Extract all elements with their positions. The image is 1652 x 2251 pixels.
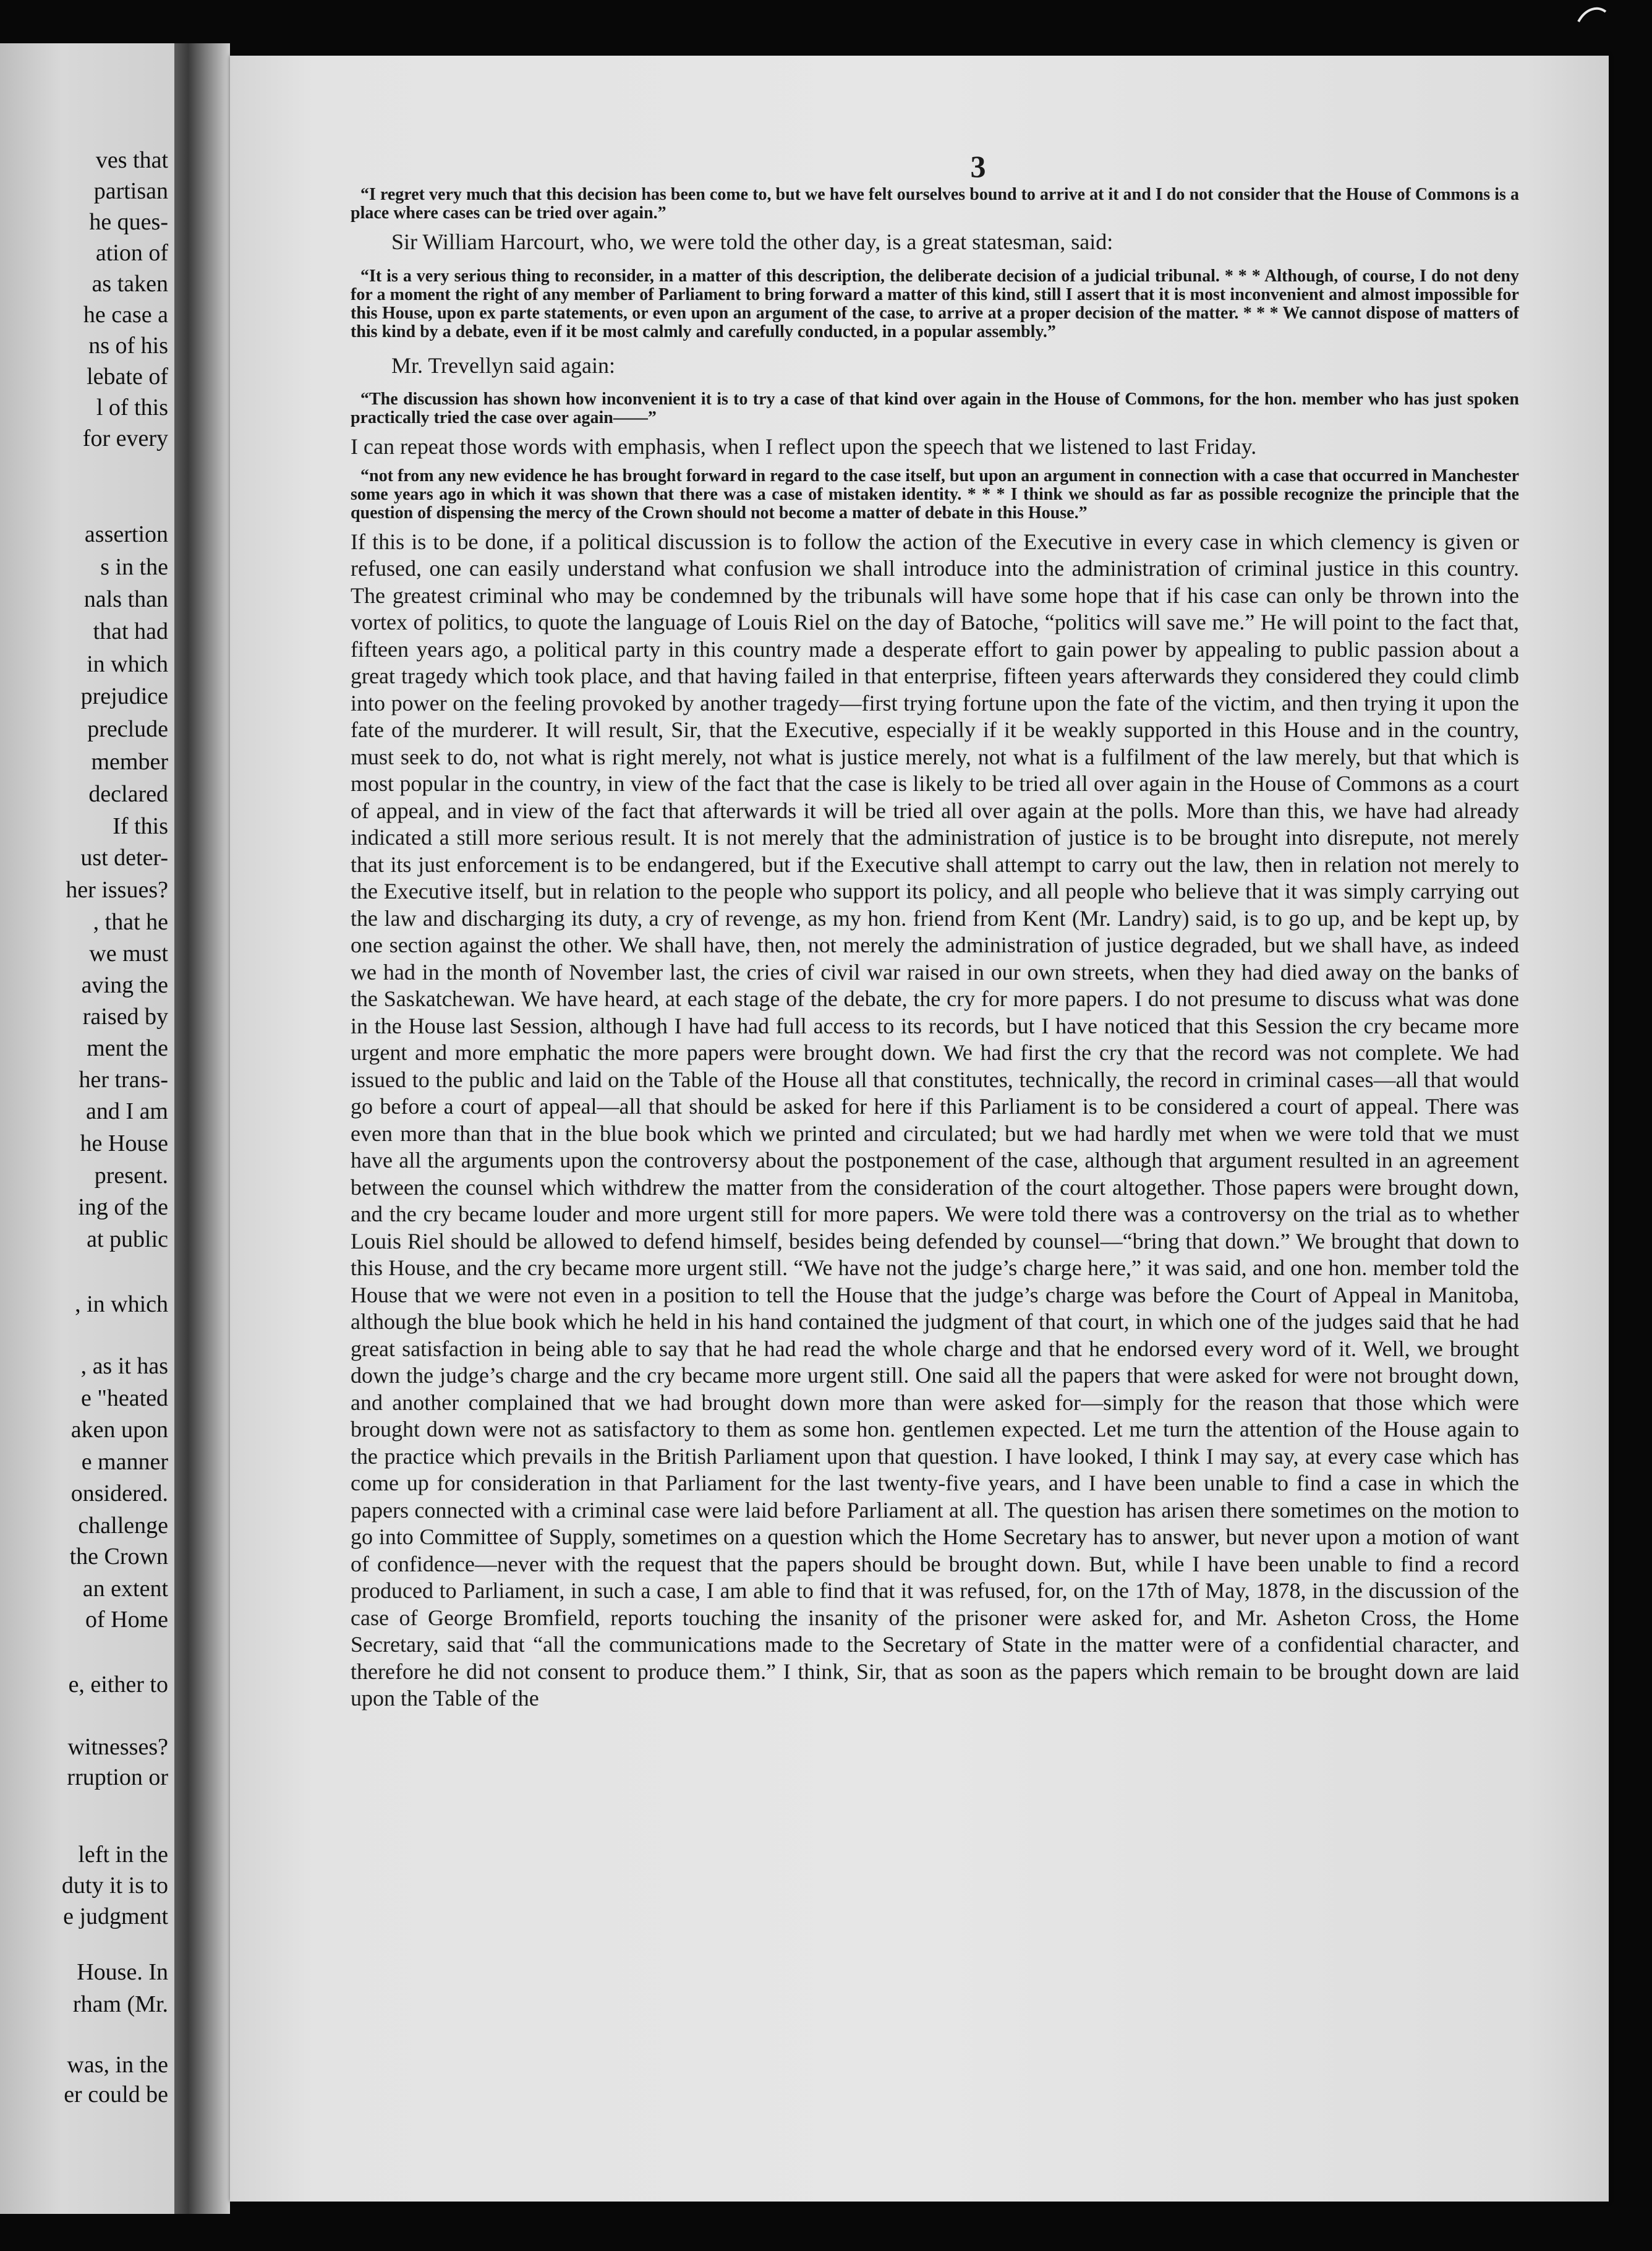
- left-page-text-fragment: l of this: [96, 395, 168, 421]
- left-page-text-fragment: left in the: [78, 1842, 168, 1868]
- paragraph: If this is to be done, if a political discussion is to follow the action of the Executive in every case in which clemency is given or refused, one can easily understand what confusion we shall introduce into the administration of criminal justice in this country. The greatest criminal who may be condemned by the tribunals will have some hope that if his case can only be thrown into the vortex of politics, to quote the language of Louis Riel on the day of Batoche, “politics will save me.” He will point to the fact that, fifteen years ago, a political party in this country made a desperate effort to gain power by appealing to public passion about a great tragedy which took place, and that having failed in that enterprise, fifteen years afterwards they considered they could climb into power on the feeling provoked by another tragedy—first trying fortune upon the fate of the victim, and then trying it upon the fate of the murderer. It will result, Sir, that the Executive, especially if it be weakly supported in this House and in the country, must seek to do, not what is right merely, not what is justice merely, not what is a fulfilment of the law merely, but that which is most popular in the country, in view of the fact that the case is likely to be tried all over again in the House of Commons as a court of appeal, and in view of the fact that afterwards it will be tried all over again at the polls. More than this, we have had already indicated a still more serious result. It is not merely that the administration of justice is to be brought into disrepute, not merely that its just enforcement is to be endangered, but if the Executive shall attempt to carry out the law, then in relation not merely to the Executive itself, but in relation to the people who support its policy, and all people who believe that it was simply carrying out the law and discharging its duty, a cry of revenge, as my hon. friend from Kent (Mr. Landry) said, is to go up, and be kept up, by one section against the other. We shall have, then, not merely the administration of justice degraded, but we shall have, as indeed we had in the month of November last, the cries of civil war raised in our own streets, when they had died away on the banks of the Saskatchewan. We have heard, at each stage of the debate, the cry for more papers. I do not presume to discuss what was done in the House last Session, although I have had full access to its records, but I have noticed that this Session the cry became more urgent and more emphatic the more papers were brought down. We had first the cry that the record was not complete. We had issued to the public and laid on the Table of the House all that constitutes, technically, the record in criminal cases—all that would go before a court of appeal—all that should be asked for here if this Parliament is to be considered a court of appeal. There was even more than that in the blue book which we printed and circulated; but we had hardly met when we were told that we must have all the arguments upon the controversy about the postponement of the case, although that argument resulted in an agreement between the counsel which withdrew the matter from the consideration of the court altogether. Those papers were brought down, and the cry became louder and more urgent still for more papers. We were told there was a controversy on the trial as to whether Louis Riel should be allowed to defend himself, besides being defended by counsel—“bring that down.” We brought that down to this House, and the cry became more urgent still. “We have not the judge’s charge here,” it was said, and one hon. member told the House that we were not even in a position to tell the House that the judge’s charge was before the Court of Appeal in Manitoba, although the blue book which he held in his hand contained the judgment of that court, in which one of the judges said that he had great satisfaction in being able to say that he had read the whole charge and that he endorsed every word of it. Well, we brought down the judge’s charge and the cry became more urgent still. One said all the papers that were asked for were not brought down, and another complained that we had brought down more than were asked for—simply for the reason that those which were brought down were not as satisfactory to them as some hon. gentlemen expected. Let me turn the attention of the House again to the practice which prevails in the British Parliament upon that question. I have looked, I think I may say, at every case which has come up for consideration in that Parliament for the last twenty-five years, and I have been unable to find a case in which the papers connected with a criminal case were laid before Parliament at all. The question has arisen there sometimes on the motion to go into Committee of Supply, sometimes on a question which the Home Secretary has to answer, but never upon a motion of want of confidence—never with the request that the papers should be brought down. But, while I have been unable to find a record produced to Parliament, in such a case, I am able to find that it was refused, for, on the 17th of May, 1878, in the discussion of the case of George Bromfield, reports touching the insanity of the prisoner were asked for, and Mr. Asheton Cross, the Home Secretary, said that “all the communications made to the Secretary of State in the matter were of a confidential character, and therefore he did not consent to produce them.” I think, Sir, that as soon as the papers which remain to be brought down are laid upon the Table of the: [351, 529, 1519, 1711]
- left-page-text-fragment: her issues?: [66, 877, 168, 903]
- scan-artifact-mark: [1573, 3, 1611, 28]
- left-page-text-fragment: s in the: [100, 554, 168, 580]
- left-page-text-fragment: e judgment: [63, 1903, 168, 1929]
- left-page-text-fragment: rham (Mr.: [72, 1991, 168, 2017]
- left-page-text-fragment: e, either to: [68, 1672, 168, 1698]
- page-number: 3: [970, 149, 986, 184]
- left-page-text-fragment: he ques-: [89, 209, 168, 235]
- left-page-text-fragment: House. In: [77, 1959, 168, 1985]
- left-page-text-fragment: at public: [87, 1226, 168, 1252]
- left-page-text-fragment: prejudice: [80, 683, 168, 709]
- left-page-text-fragment: , as it has: [80, 1353, 168, 1379]
- left-page-text-fragment: ves that: [95, 147, 168, 173]
- left-page-text-fragment: raised by: [82, 1004, 168, 1030]
- left-page-text-fragment: , that he: [93, 909, 168, 935]
- left-page-text-fragment: ing of the: [78, 1194, 168, 1220]
- left-page-text-fragment: duty it is to: [61, 1873, 168, 1899]
- left-page-text-fragment: rruption or: [67, 1764, 168, 1790]
- left-page-text-fragment: the Crown: [69, 1544, 168, 1570]
- paragraph: I can repeat those words with emphasis, when I reflect upon the speech that we listened to last Friday.: [351, 434, 1257, 459]
- left-page-text-fragment: her trans-: [79, 1067, 168, 1093]
- left-page-text-fragment: ust deter-: [80, 845, 168, 871]
- left-page-text-fragment: we must: [89, 941, 168, 967]
- left-page-text-fragment: If this: [113, 813, 168, 839]
- left-page-text-fragment: challenge: [78, 1513, 168, 1539]
- left-page-text-fragment: in which: [87, 651, 168, 677]
- left-page-text-fragment: an extent: [82, 1576, 168, 1602]
- left-page-text-fragment: nals than: [83, 586, 168, 612]
- left-page-text-fragment: onsidered.: [70, 1480, 168, 1506]
- left-page-text-fragment: witnesses?: [67, 1734, 168, 1760]
- page-gutter-shadow: [174, 43, 230, 2214]
- left-page-text-fragment: that had: [93, 618, 168, 644]
- left-page-text-fragment: declared: [88, 781, 168, 807]
- paragraph: Sir William Harcourt, who, we were told the other day, is a great statesman, said:: [391, 229, 1113, 254]
- document-page: [230, 56, 1609, 2202]
- left-page-text-fragment: e manner: [81, 1449, 168, 1475]
- quote-block: “not from any new evidence he has brought forward in regard to the case itself, but upon an argument in connection with a case that occurred in Manchester some years ago in which it was shown that there was a case of mistaken identity. * * * I think we should as far as possible recognize the principle that the question of dispensing the mercy of the Crown should not become a matter of debate in this House.”: [351, 466, 1519, 523]
- left-page-text-fragment: was, in the: [67, 2052, 168, 2078]
- left-page-text-fragment: for every: [82, 425, 168, 451]
- left-page-text-fragment: ns of his: [88, 333, 168, 359]
- left-page-text-fragment: er could be: [64, 2082, 168, 2108]
- left-page-text-fragment: of Home: [85, 1607, 168, 1633]
- left-page-text-fragment: partisan: [93, 178, 168, 204]
- left-page-text-fragment: he case a: [83, 302, 168, 328]
- left-page-text-fragment: ation of: [95, 240, 168, 266]
- left-page-text-fragment: present.: [94, 1163, 168, 1189]
- paragraph: Mr. Trevellyn said again:: [391, 352, 615, 378]
- left-page-text-fragment: aving the: [81, 972, 168, 998]
- quote-block: “I regret very much that this decision has been come to, but we have felt ourselves bound to arrive at it and I do not consider that the House of Commons is a place where cases can be tried over again.”: [351, 185, 1519, 223]
- page-text: [351, 186, 1519, 1712]
- left-page-text-fragment: preclude: [87, 716, 168, 742]
- quote-block: “The discussion has shown how inconvenient it is to try a case of that kind over again in the House of Commons, for the hon. member who has just spoken practically tried the case over again——”: [351, 390, 1519, 427]
- left-page-text-fragment: assertion: [84, 521, 168, 547]
- left-page-text-fragment: member: [91, 749, 168, 775]
- left-page-text-fragment: aken upon: [70, 1417, 168, 1443]
- left-page-text-fragment: ment the: [87, 1035, 168, 1061]
- left-page-text-fragment: and I am: [86, 1098, 168, 1124]
- left-page-text-fragment: as taken: [92, 271, 168, 297]
- left-page-text-fragment: lebate of: [87, 364, 168, 390]
- left-page-text-fragment: , in which: [75, 1291, 168, 1317]
- left-page-fragment: [0, 43, 174, 2214]
- quote-block: “It is a very serious thing to reconsider, in a matter of this description, the deliberate decision of a judicial tribunal. * * * Although, of course, I do not deny for a moment the right of any member of Parliament to bring forward a matter of this kind, still I assert that it is most inconvenient and almost impossible for this House, upon ex parte statements, or even upon an argument of the case, to arrive at a proper decision of the matter. * * * We cannot dispose of matters of this kind by a debate, even if it be most calmly and carefully conducted, in a popular assembly.”: [351, 266, 1519, 341]
- left-page-text-fragment: he House: [80, 1130, 168, 1156]
- left-page-text-fragment: e "heated: [80, 1385, 168, 1411]
